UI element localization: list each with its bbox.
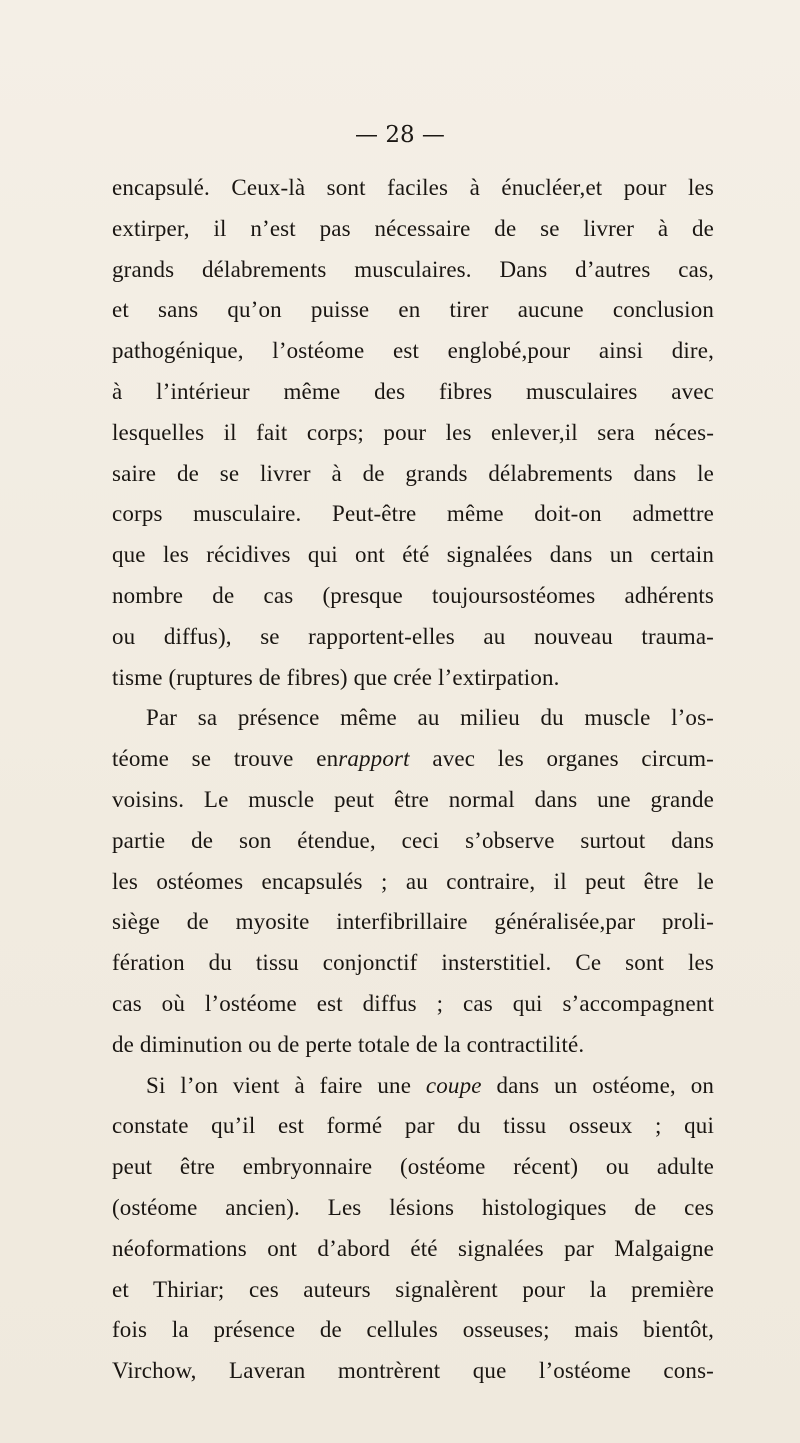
text-line: siège de myosite interfibrillaire généralisée,par proli-	[112, 909, 714, 935]
text-line: néoformations ont d’abord été signalées par Malgaigne	[112, 1235, 714, 1261]
text-line	[112, 739, 714, 780]
text-line: corps musculaire. Peut-être même doit-on admettre	[112, 501, 714, 527]
text-line: saire de se livrer à de grands délabrements dans le	[112, 460, 714, 486]
text-line: de diminution ou de perte totale de la contractilité.	[112, 1031, 585, 1057]
paragraph-start-line	[112, 1066, 714, 1107]
text-line: grands délabrements musculaires. Dans d’autres cas,	[112, 256, 714, 282]
text-line: pathogénique, l’ostéome est englobé,pour ainsi dire,	[112, 338, 714, 364]
text-segment: dans un ostéome, on	[481, 1072, 714, 1098]
text-line: constate qu’il est formé par du tissu osseux ; qui	[112, 1113, 714, 1139]
text-line: (ostéome ancien). Les lésions histologiques de ces	[112, 1194, 714, 1220]
text-line: peut être embryonnaire (ostéome récent) ou adulte	[112, 1154, 714, 1180]
text-line: lesquelles il fait corps; pour les enlever,il sera néces-	[112, 419, 714, 445]
text-line: les ostéomes encapsulés ; au contraire, il peut être le	[112, 868, 714, 894]
paragraph-start-line	[112, 698, 714, 739]
text-line: partie de son étendue, ceci s’observe surtout dans	[112, 827, 714, 853]
text-line: nombre de cas (presque toujoursostéomes adhérents	[112, 582, 714, 608]
body-text	[112, 168, 714, 1392]
text-line: fois la présence de cellules osseuses; mais bientôt,	[112, 1317, 714, 1343]
text-line: tisme (ruptures de fibres) que crée l’extirpation.	[112, 664, 560, 690]
text-segment: Si l’on vient à faire une	[146, 1072, 426, 1098]
text-line: voisins. Le muscle peut être normal dans une grande	[112, 786, 714, 812]
text-segment: avec les organes circum-	[409, 746, 714, 772]
text-line: ou diffus), se rapportent-elles au nouveau trauma-	[112, 623, 714, 649]
text-line: que les récidives qui ont été signalées dans un certain	[112, 542, 714, 568]
text-line: extirper, il n’est pas nécessaire de se livrer à de	[112, 215, 714, 241]
page-number: — 28 —	[355, 122, 445, 148]
text-line: fération du tissu conjonctif insterstitiel. Ce sont les	[112, 950, 714, 976]
text-line: Virchow, Laveran montrèrent que l’ostéome cons-	[112, 1358, 714, 1384]
italic-word: rapport	[338, 746, 410, 772]
text-segment: téome se trouve en	[112, 746, 339, 772]
text-line: encapsulé. Ceux-là sont faciles à énucléer,et pour les	[112, 175, 714, 200]
text-line: et Thiriar; ces auteurs signalèrent pour la première	[112, 1276, 714, 1302]
text-segment: Par sa présence même au milieu du muscle l’os-	[146, 705, 714, 731]
text-line: cas où l’ostéome est diffus ; cas qui s’accompagnent	[112, 990, 714, 1016]
text-line: et sans qu’on puisse en tirer aucune conclusion	[112, 297, 714, 323]
text-line: à l’intérieur même des fibres musculaires avec	[112, 378, 714, 404]
italic-word: coupe	[425, 1072, 482, 1098]
